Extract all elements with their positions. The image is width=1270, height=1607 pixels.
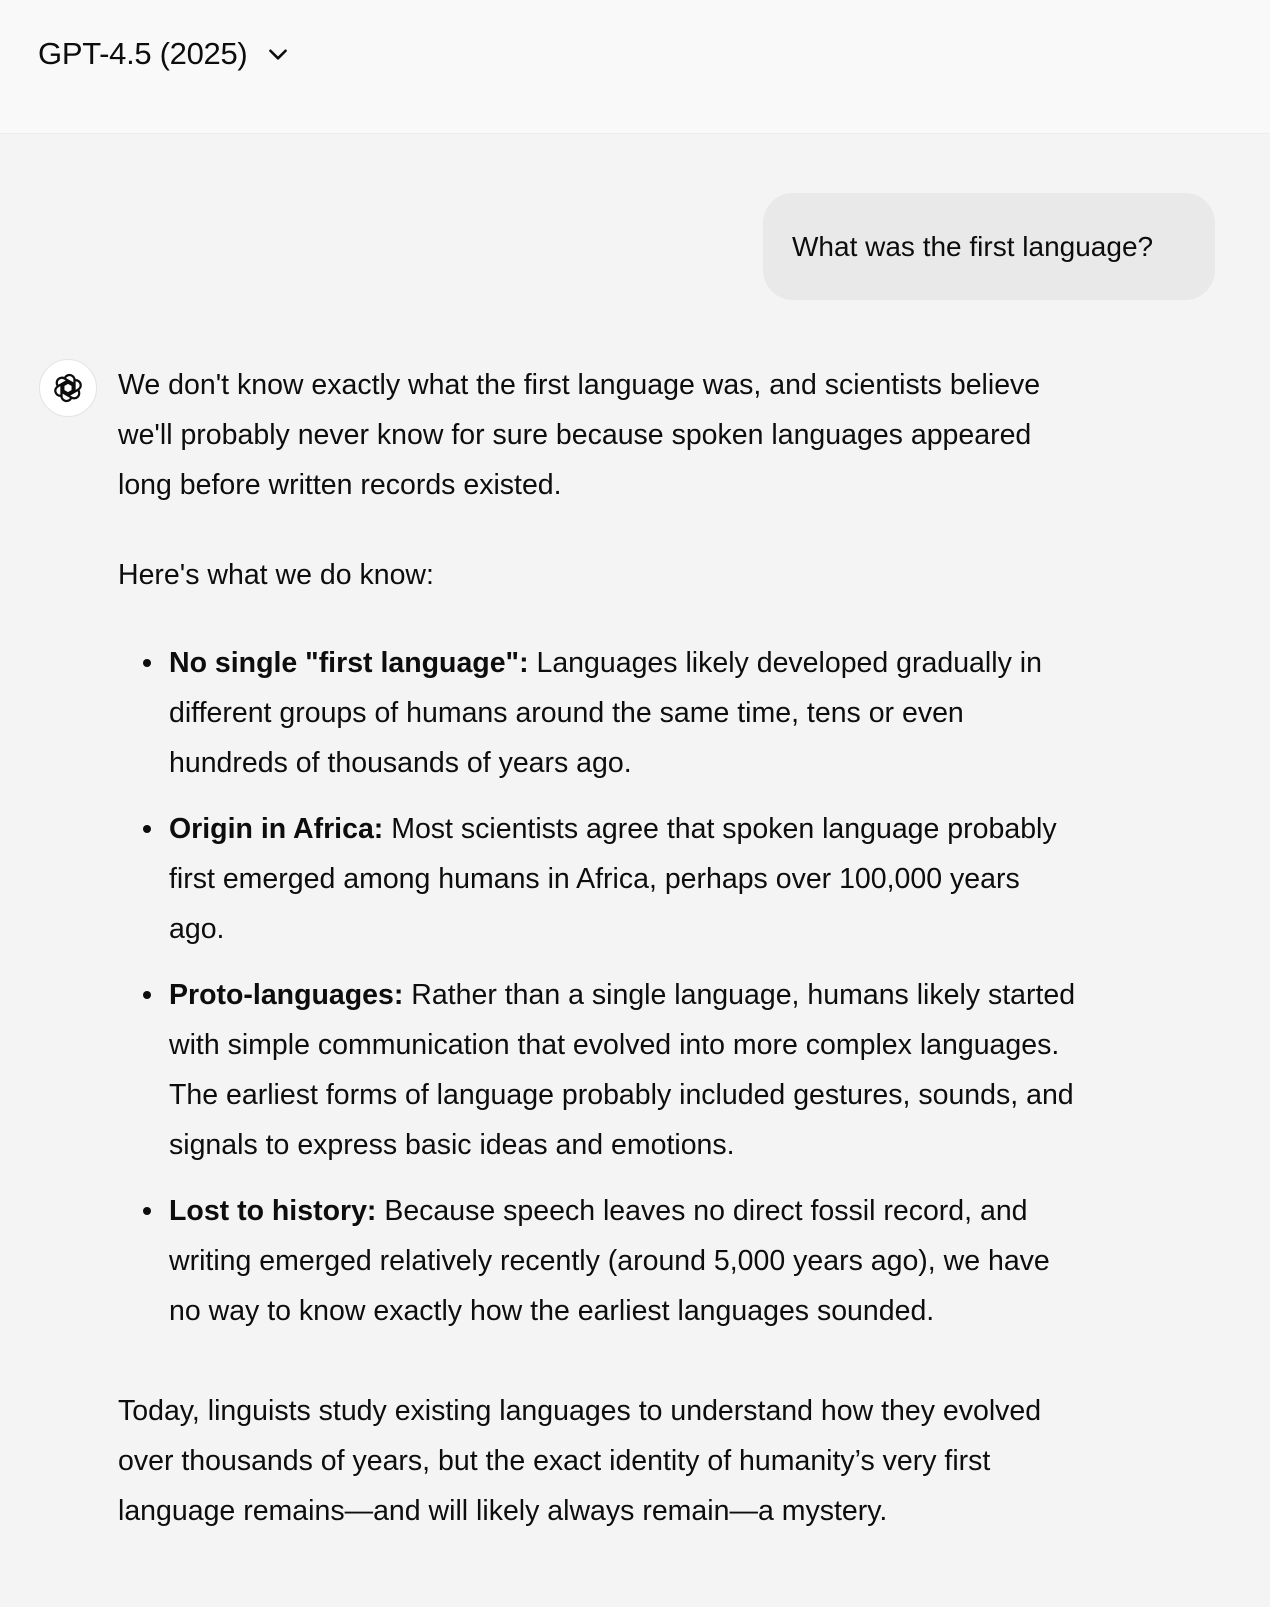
assistant-avatar	[39, 359, 97, 417]
bullet-title: Origin in Africa:	[169, 813, 384, 845]
bullet-title: Lost to history:	[169, 1195, 377, 1227]
bullet-text: Because speech leaves no direct fossil record, and writing emerged relatively recently (around 5,000 years ago), we have no way to know exactly how the earliest languages sounded.	[169, 1195, 1050, 1327]
bullet-title: No single "first language":	[169, 647, 529, 679]
list-item	[169, 1186, 1078, 1336]
chevron-down-icon	[265, 41, 291, 67]
user-message-text: What was the first language?	[792, 230, 1154, 262]
list-item	[169, 638, 1078, 788]
list-item	[169, 804, 1078, 954]
list-item	[169, 970, 1078, 1170]
model-switcher-button[interactable]	[38, 34, 291, 74]
assistant-bullet-list	[118, 638, 1078, 1336]
chat-header	[0, 0, 1270, 134]
bullet-title: Proto-languages:	[169, 979, 404, 1011]
assistant-outro: Today, linguists study existing languages to understand how they evolved over thousands of years, but the exact identity of humanity’s very first language remains—and will likely always remain—a mystery.	[118, 1395, 1042, 1527]
openai-logo-icon	[51, 371, 85, 405]
bullet-text: Languages likely developed gradually in different groups of humans around the same time, tens or even hundreds of thousands of years ago.	[169, 647, 1042, 779]
assistant-lead-in: Here's what we do know:	[118, 559, 434, 591]
assistant-message	[118, 360, 1078, 1536]
assistant-intro: We don't know exactly what the first language was, and scientists believe we'll probably never know for sure because spoken languages appeared long before written records existed.	[118, 369, 1041, 501]
user-message-bubble	[763, 193, 1215, 300]
bullet-text: Most scientists agree that spoken language probably first emerged among humans in Africa, perhaps over 100,000 years ago.	[169, 813, 1057, 945]
bullet-text: Rather than a single language, humans likely started with simple communication that evolved into more complex languages. The earliest forms of language probably included gestures, sounds, and signals to express basic ideas and emotions.	[169, 979, 1076, 1161]
model-name: GPT-4.5 (2025)	[38, 36, 248, 71]
